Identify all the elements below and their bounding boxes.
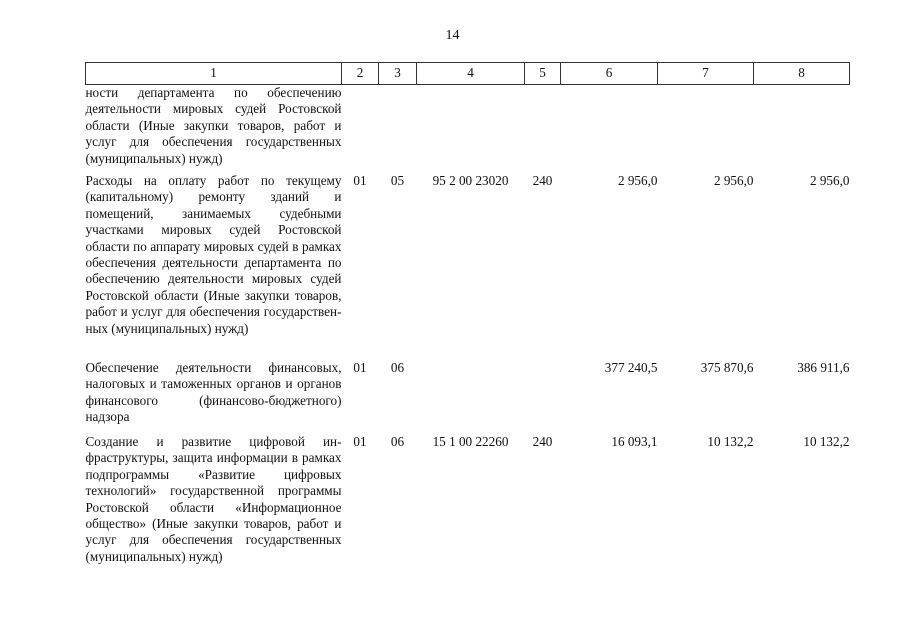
row-year1: 2 956,0 [617,173,658,189]
row-pr: 06 [390,360,405,376]
header-col-7: 7 [658,63,754,85]
row-year1: 16 093,1 [611,434,658,450]
row-rz [342,85,379,168]
header-col-8: 8 [754,63,850,85]
table-row [86,427,850,582]
row-year2: 10 132,2 [707,434,754,450]
row-year3: 386 911,6 [797,360,850,376]
row-year3: 2 956,0 [809,173,850,189]
row-year2: 375 870,6 [700,360,754,376]
row-year3: 10 132,2 [803,434,850,450]
row-year2: 2 956,0 [713,173,754,189]
table-row [86,167,850,353]
row-pr [379,85,417,168]
table-header-row [86,63,850,85]
row-csr [417,353,525,427]
row-csr: 15 1 00 22260 [432,434,509,450]
row-vr [525,85,561,168]
row-name: Создание и развитие цифровой инфраструктуры, защита информации в рамках подпрограммы «Развитие цифровых технологий» государственной программы Ростовской области «Информационное общество» (Иные закупки товаров, работ и услуг для обеспечения государственных (муниципальных) нужд) [85,434,342,564]
header-col-2: 2 [342,63,379,85]
row-pr: 05 [390,173,405,189]
header-col-5: 5 [525,63,561,85]
row-rz: 01 [353,360,367,376]
row-rz: 01 [353,173,367,189]
header-col-1: 1 [86,63,342,85]
row-csr [417,85,525,168]
row-pr: 06 [390,434,405,450]
row-name: ности департамента по обеспечению деятельности мировых судей Ростовской области (Иные закупки товаров, работ и услуг для обеспечения государственных (муниципальных) нужд) [85,85,342,166]
row-year3 [754,85,850,168]
row-year2 [658,85,754,168]
table-row [86,85,850,168]
row-year1 [561,85,658,168]
row-name: Обеспечение деятельности финансовых, налоговых и таможенных органов и органов финансового (финансово-бюджетного) надзора [85,360,342,425]
header-col-3: 3 [379,63,417,85]
row-vr: 240 [532,173,553,189]
header-col-6: 6 [561,63,658,85]
row-vr: 240 [532,434,553,450]
table-row [86,353,850,427]
header-col-4: 4 [417,63,525,85]
row-year1: 377 240,5 [604,360,658,376]
row-name: Расходы на оплату работ по текущему (капитальному) ремонту зданий и помещений, занимаемых судебными участками мировых судей Ростовской области по аппарату мировых судей в рамках обеспечения деятельности департамента по обеспечению деятельности мировых судей Ростовской области (Иные закупки товаров, работ и услуг для обеспечения государственных (муниципальных) нужд) [85,173,342,336]
row-csr: 95 2 00 23020 [432,173,509,189]
page-number: 14 [445,28,460,43]
row-rz: 01 [353,434,367,450]
row-vr [525,353,561,427]
budget-table [85,62,850,582]
